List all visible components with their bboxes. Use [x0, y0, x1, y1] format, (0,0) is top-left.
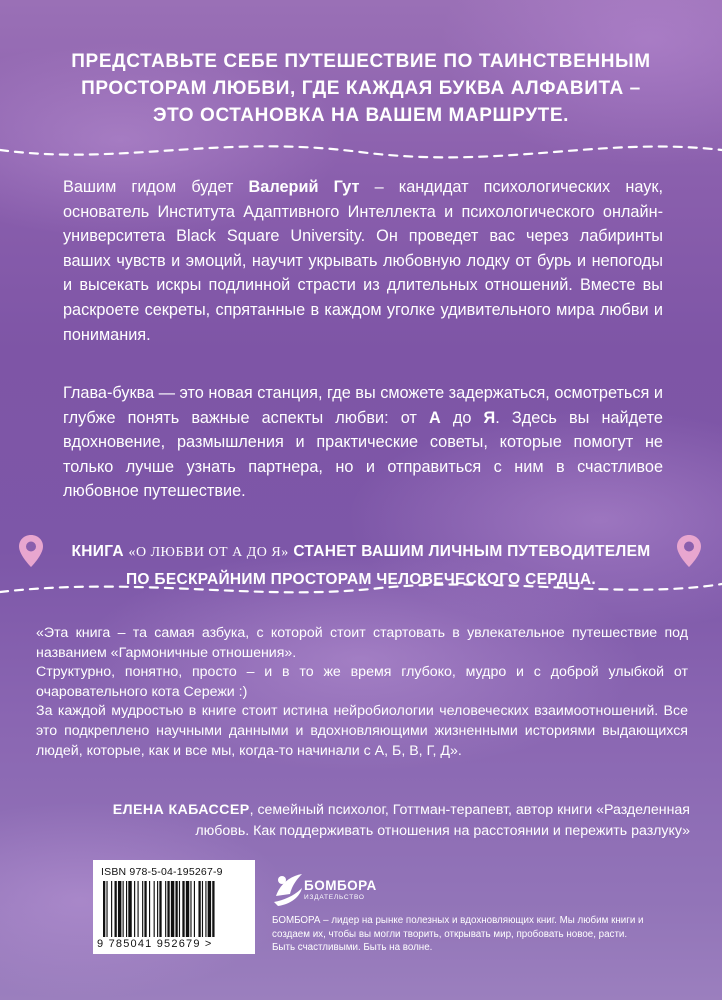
author-name: Валерий Гут: [248, 178, 360, 196]
barcode-bar: [171, 881, 174, 937]
barcode-bar: [115, 881, 117, 937]
headline-line: ЭТО ОСТАНОВКА НА ВАШЕМ МАРШРУТЕ.: [152, 105, 570, 126]
headline-line: ПРЕДСТАВЬТЕ СЕБЕ ПУТЕШЕСТВИЕ ПО ТАИНСТВЕННЫМ: [71, 51, 651, 72]
barcode-bar: [138, 881, 139, 937]
author-line-2: любовь. Как поддерживать отношения на расстоянии и пережить разлуку»: [195, 823, 690, 839]
publisher-description: БОМБОРА – лидер на рынке полезных и вдохновляющих книг. Мы любим книги и создаем их, чтобы вы могли творить, открывать мир, пробовать новое, расти. Быть счастливыми. Быть на волне.: [272, 915, 644, 953]
publisher-subtitle: ИЗДАТЕЛЬСТВО: [304, 894, 365, 901]
book-guide-statement: [60, 538, 662, 593]
barcode-bar: [198, 881, 200, 937]
barcode-bar: [165, 881, 166, 937]
reviewer-credentials: , семейный психолог, Готтман-терапевт, автор книги «Разделенная: [249, 802, 690, 818]
barcode-bar: [103, 881, 105, 937]
chapter-text: . Здесь вы найдете вдохновение, размышления и практические советы, которые помогут не только лучше узнать партнера, но и отправиться с ним в счастливое любовное путешествие.: [63, 408, 663, 501]
barcode-bar: [179, 881, 180, 937]
guide-text: СТАНЕТ ВАШИМ ЛИЧНЫМ ПУТЕВОДИТЕЛЕМ: [288, 543, 651, 560]
barcode-bar: [157, 881, 158, 937]
location-pin-icon: [18, 534, 44, 568]
barcode-bar: [182, 881, 184, 937]
barcode-bar: [134, 881, 135, 937]
barcode-bar: [154, 881, 155, 937]
barcode-bar: [190, 881, 191, 937]
review-paragraph: Структурно, понятно, просто – и в то же время глубоко, мудро и с доброй улыбкой от очаровательного кота Сережи :): [36, 664, 688, 700]
barcode-bars: [101, 881, 247, 939]
guide-line-1: [60, 538, 662, 566]
publisher-name: БОМБОРА: [304, 878, 377, 893]
review-quote: [36, 624, 688, 761]
barcode-bar: [159, 881, 161, 937]
barcode-bar: [186, 881, 189, 937]
author-intro-paragraph: [63, 175, 663, 347]
barcode-bar: [202, 881, 203, 937]
isbn-text: ISBN 978-5-04-195267-9: [101, 866, 223, 878]
reviewer-name: ЕЛЕНА КАБАССЕР: [112, 802, 250, 818]
dashed-wave-divider: [0, 132, 722, 172]
barcode-bar: [128, 881, 131, 937]
review-author: [36, 800, 690, 842]
guide-line-2: ПО БЕСКРАЙНИМ ПРОСТОРАМ ЧЕЛОВЕЧЕСКОГО СЕРДЦА.: [125, 571, 596, 588]
intro-text: – кандидат психологических наук, основатель Института Адаптивного Интеллекта и психологического онлайн-университета Black Square University. Он проведет вас через лабиринты ваших чувств и эмоций, научит укрывать любовную лодку от бурь и непогоды и высекать искры подлинной страсти из длительных отношений. Вместе вы раскроете секреты, спрятанные в каждом уголке удивительного мира любви и понимания.: [63, 178, 663, 344]
barcode-bar: [194, 881, 195, 937]
barcode-bar: [175, 881, 177, 937]
chapter-text: до: [440, 408, 484, 427]
intro-text: Вашим гидом будет: [63, 178, 249, 196]
barcode-bar: [106, 881, 107, 937]
location-pin-icon: [676, 534, 702, 568]
barcode-bar: [149, 881, 150, 937]
barcode-bar: [123, 881, 124, 937]
barcode-bar: [212, 881, 214, 937]
review-paragraph: За каждой мудростью в книге стоит истина нейробиологии человеческих взаимоотношений. Все это подкреплено научными данными и вдохновляющими жизненными историями выдающихся людей, которые, как и все мы, когда-то начинали с А, Б, В, Г, Д».: [36, 703, 688, 759]
barcode-bar: [118, 881, 121, 937]
barcode-bar: [205, 881, 206, 937]
letter-a: А: [428, 408, 441, 427]
barcode-bar: [144, 881, 146, 937]
barcode-bar: [142, 881, 143, 937]
book-title: «О ЛЮБВИ ОТ А ДО Я»: [128, 545, 289, 560]
bombora-logo-icon: [270, 866, 306, 908]
chapter-text: Глава-буква — это новая станция, где вы сможете задержаться, осмотреться и глубже понять важные аспекты любви: от: [63, 384, 663, 427]
headline-line: ПРОСТОРАМ ЛЮБВИ, ГДЕ КАЖДАЯ БУКВА АЛФАВИТА –: [81, 78, 641, 99]
isbn-barcode: [93, 860, 255, 954]
chapter-paragraph: [63, 381, 663, 504]
barcode-bar: [111, 881, 112, 937]
headline: [40, 48, 682, 129]
guide-text: КНИГА: [71, 543, 129, 560]
barcode-bar: [126, 881, 127, 937]
barcode-bar: [167, 881, 169, 937]
letter-ya: Я: [483, 408, 496, 427]
review-paragraph: «Эта книга – та самая азбука, с которой стоит стартовать в увлекательное путешествие под названием «Гармоничные отношения».: [36, 625, 688, 661]
barcode-digits: 9 785041 952679 >: [97, 938, 213, 950]
author-line-1: [36, 800, 690, 821]
barcode-bar: [208, 881, 211, 937]
